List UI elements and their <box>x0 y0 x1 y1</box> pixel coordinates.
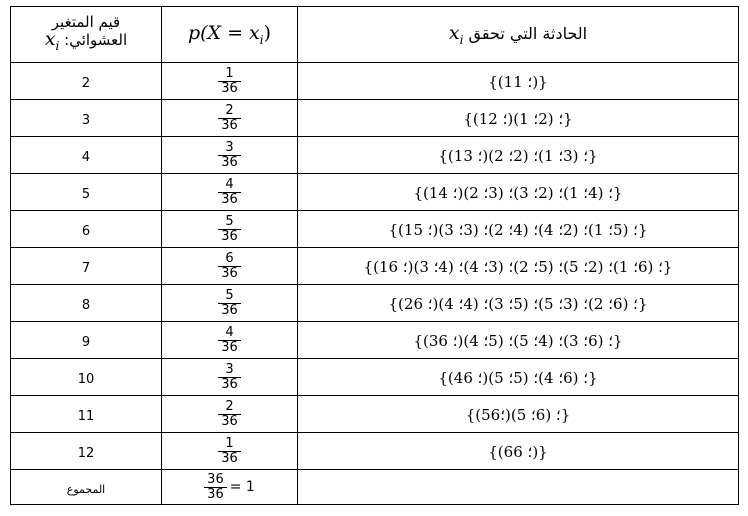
table-row <box>11 63 739 100</box>
probability-fraction <box>218 104 241 133</box>
header-event-symbol: x <box>448 22 460 45</box>
probability-cell <box>162 248 298 285</box>
probability-cell <box>162 137 298 174</box>
probability-fraction <box>218 141 241 170</box>
fraction-numerator: 5 <box>218 215 241 230</box>
total-probability-cell <box>162 470 298 505</box>
table-row <box>11 433 739 470</box>
x-value: 4 <box>81 149 91 165</box>
event-cell <box>298 433 739 470</box>
x-value: 6 <box>81 223 91 239</box>
probability-fraction <box>218 363 241 392</box>
probability-fraction <box>218 326 241 355</box>
fraction-numerator: 3 <box>218 363 241 378</box>
event-set: {(1؛ 4)؛ (4؛ 1)؛ (2؛ 3)؛ (3؛ 2)} <box>413 183 623 202</box>
header-event-text: الحادثة التي تحقق <box>468 24 588 44</box>
table-row <box>11 285 739 322</box>
header-row <box>11 7 739 63</box>
fraction-denominator: 36 <box>221 228 238 244</box>
probability-fraction <box>218 289 241 318</box>
probability-cell <box>162 211 298 248</box>
header-probability-close: ) <box>263 22 272 45</box>
probability-fraction <box>218 400 241 429</box>
event-cell <box>298 322 739 359</box>
fraction-numerator: 1 <box>218 437 241 452</box>
probability-cell <box>162 322 298 359</box>
table-row <box>11 137 739 174</box>
x-value-cell <box>11 322 162 359</box>
x-value-cell <box>11 396 162 433</box>
fraction-denominator: 36 <box>221 450 238 466</box>
x-value-cell <box>11 248 162 285</box>
x-value: 5 <box>81 186 91 202</box>
x-value-cell <box>11 285 162 322</box>
x-value: 9 <box>81 334 91 350</box>
event-set: {(2؛ 6)؛ (6؛ 2)؛ (3؛ 5)؛ (5؛ 3)؛ (4؛ 4)} <box>388 294 648 313</box>
table-row <box>11 174 739 211</box>
event-cell <box>298 285 739 322</box>
header-event <box>298 7 739 63</box>
probability-fraction <box>218 67 241 96</box>
total-denominator: 36 <box>207 486 224 502</box>
total-event-cell <box>298 470 739 505</box>
event-cell <box>298 359 739 396</box>
total-label: المجموع <box>66 482 106 496</box>
table-row <box>11 322 739 359</box>
fraction-numerator: 5 <box>218 289 241 304</box>
header-probability <box>162 7 298 63</box>
x-value-cell <box>11 100 162 137</box>
event-set: {(4؛ 6)؛ (6؛ 4)؛ (5؛ 5)} <box>438 368 598 387</box>
x-value-cell <box>11 137 162 174</box>
total-result: = 1 <box>229 479 255 495</box>
x-value-cell <box>11 359 162 396</box>
header-probability-expr: p(X = x <box>187 22 260 45</box>
fraction-denominator: 36 <box>221 154 238 170</box>
probability-cell <box>162 285 298 322</box>
probability-cell <box>162 100 298 137</box>
fraction-denominator: 36 <box>221 302 238 318</box>
event-set: {(5؛6)؛ (6؛ 5)} <box>465 405 571 424</box>
event-set: {(1؛ 1)} <box>488 72 548 91</box>
fraction-denominator: 36 <box>221 191 238 207</box>
table-row <box>11 359 739 396</box>
probability-fraction <box>218 178 241 207</box>
probability-fraction <box>218 437 241 466</box>
x-value-cell <box>11 174 162 211</box>
total-numerator: 36 <box>204 473 227 488</box>
x-value: 7 <box>81 260 91 276</box>
total-row <box>11 470 739 505</box>
fraction-numerator: 2 <box>218 104 241 119</box>
total-label-cell <box>11 470 162 505</box>
probability-fraction <box>218 252 241 281</box>
probability-cell <box>162 359 298 396</box>
event-set: {(6؛ 6)} <box>488 442 548 461</box>
event-cell <box>298 137 739 174</box>
fraction-denominator: 36 <box>221 265 238 281</box>
fraction-denominator: 36 <box>221 339 238 355</box>
fraction-numerator: 2 <box>218 400 241 415</box>
total-fraction <box>204 473 227 502</box>
header-random-variable-line2: العشوائي: <box>64 31 128 50</box>
probability-cell <box>162 433 298 470</box>
fraction-numerator: 4 <box>218 326 241 341</box>
event-set: {(1؛ 3)؛ (3؛ 1)؛ (2؛ 2)} <box>438 146 598 165</box>
event-set: {(1؛ 2)؛ (2؛ 1)} <box>463 109 573 128</box>
fraction-denominator: 36 <box>221 413 238 429</box>
table-row <box>11 211 739 248</box>
fraction-denominator: 36 <box>221 376 238 392</box>
event-cell <box>298 63 739 100</box>
fraction-denominator: 36 <box>221 80 238 96</box>
probability-cell <box>162 174 298 211</box>
fraction-denominator: 36 <box>221 117 238 133</box>
header-probability-subscript: i <box>259 32 264 47</box>
x-value: 12 <box>77 445 95 461</box>
fraction-numerator: 4 <box>218 178 241 193</box>
header-variable-symbol: x <box>44 28 56 51</box>
probability-cell <box>162 396 298 433</box>
event-set: {(1؛ 6)؛ (6؛ 1)؛ (2؛ 5)؛ (5؛ 2)؛ (3؛ 4)؛ (4؛ 3)} <box>363 257 673 276</box>
header-random-variable-line1: قيم المتغير <box>51 13 121 32</box>
x-value: 8 <box>81 297 91 313</box>
event-set: {(1؛ 5)؛ (5؛ 1)؛ (2؛ 4)؛ (4؛ 2)؛ (3؛ 3)} <box>388 220 648 239</box>
x-value: 10 <box>77 371 95 387</box>
x-value-cell <box>11 433 162 470</box>
event-cell <box>298 396 739 433</box>
x-value: 2 <box>81 75 91 91</box>
table-row <box>11 100 739 137</box>
fraction-numerator: 3 <box>218 141 241 156</box>
header-variable-subscript: i <box>55 38 60 53</box>
event-cell <box>298 100 739 137</box>
header-random-variable <box>11 7 162 63</box>
fraction-numerator: 6 <box>218 252 241 267</box>
event-cell <box>298 211 739 248</box>
probability-cell <box>162 63 298 100</box>
event-cell <box>298 174 739 211</box>
x-value: 3 <box>81 112 91 128</box>
fraction-numerator: 1 <box>218 67 241 82</box>
x-value-cell <box>11 211 162 248</box>
table-row <box>11 248 739 285</box>
probability-fraction <box>218 215 241 244</box>
event-set: {(3؛ 6)؛ (6؛ 3)؛ (4؛ 5)؛ (5؛ 4)} <box>413 331 623 350</box>
event-cell <box>298 248 739 285</box>
header-event-subscript: i <box>459 32 464 47</box>
probability-table <box>10 6 739 505</box>
x-value-cell <box>11 63 162 100</box>
x-value: 11 <box>77 408 95 424</box>
table-row <box>11 396 739 433</box>
